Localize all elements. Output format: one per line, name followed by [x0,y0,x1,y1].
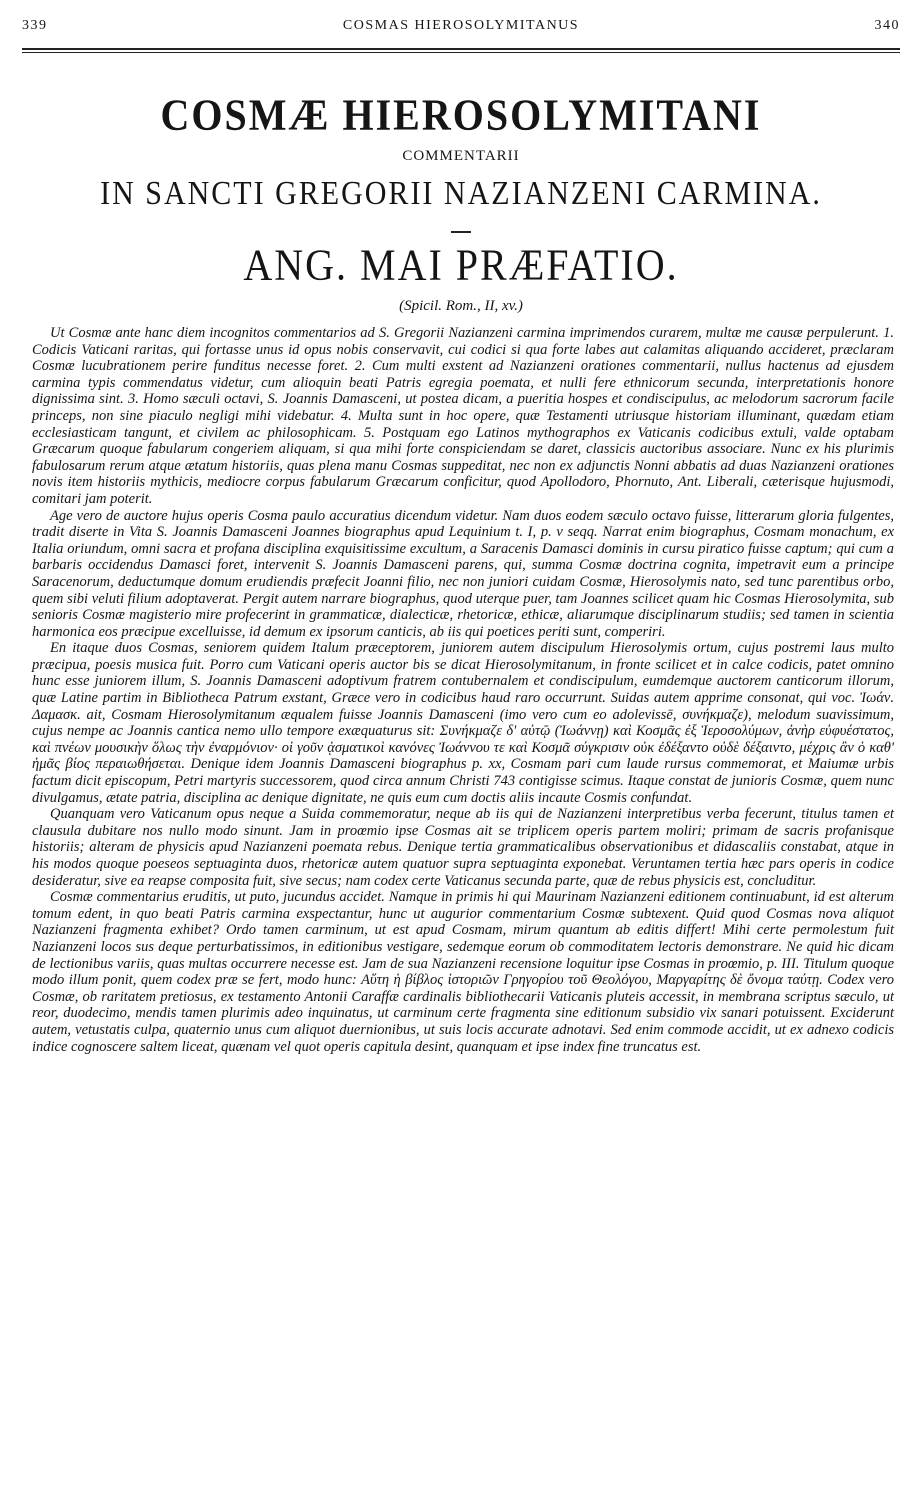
page-number-left: 339 [22,18,48,33]
paragraph: Age vero de auctore hujus operis Cosma paulo accuratius dicendum videtur. Nam duos eodem sæculo octavo fuisse, litterarum gloria fulgentes, tradit diserte in Vita S. Joannis Damasceni Joannes biographus apud Lequinium t. I, p. v seqq. Narrat enim biographus, Cosmam monachum, ex Italia oriundum, omni sacra et profana disciplina exquisitissime excultum, a Saracenis Damasci dominis in cursu piratico fuisse captum; qui cum a barbaris occidendus Damasci foret, intervenit S. Joannis Damasceni parens, qui, summa Cosmæ doctrina cognita, impetravit eum a principe Saracenorum, deductumque domum erudiendis præfecit Joanni filio, nec non juniori cuidam Cosmæ, Hierosolymis nato, sed tunc parentibus orbo, quem sibi veluti filium adoptaverat. Pergit autem narrare biographus, quod uterque puer, tam Joannes scilicet quam hic Cosmas Hierosolymita, sub senioris Cosmæ magisterio mire profecerint in grammaticæ, dialecticæ, rhetoricæ, ethicæ, aliarumque disciplinarum studiis; sed tamen in scientia harmonica eos præcipue excelluisse, id demum ex ipsorum canticis, ab iis qui poetices periti sunt, comperiri. [32,507,894,640]
source-reference: (Spicil. Rom., II, xv.) [399,298,523,314]
page-number-right: 340 [874,18,900,33]
paragraph: Cosmæ commentarius eruditis, ut puto, jucundus accidet. Namque in primis hi qui Maurinam Nazianzeni editionem continuabunt, id est alterum tomum edent, in quo beati Patris carmina exspectantur, hunc ut augurior commentarium Cosmæ subtexent. Quid quod Cosmas nova aliquot Nazianzeni fragmenta exhibet? Ordo tamen carminum, ut est apud Cosmam, mirum quantum ab editis differt! Mihi certe permolestum fuit Nazianzeni locos sus deque perturbatissimos, in editionibus vestigare, sedemque eorum ob commoditatem lectoris demonstrare. Ne quid hic dicam de lectionibus variis, quas multas occurrere necesse est. Jam de sua Nazianzeni recensione loquitur ipse Cosmas in proœmio, p. III. Titulum quoque modo illum ponit, quem codex præ se fert, modo hunc: Αὕτη ἡ βίβλος ἱστοριῶν Γρηγορίου τοῦ Θεολόγου, Μαργαρίτης δὲ ὄνομα ταύτῃ. Codex vero Cosmæ, ob raritatem pretiosus, ex testamento Antonii Caraffæ cardinalis bibliothecarii Vaticanis pluteis accessit, in membrana scriptus sæculo, ut reor, duodecimo, mendis tamen plurimis adeo inquinatus, ut carminum certe fragmenta sine editionum subsidio vix sanari potuissent. Exciderunt autem, vetustatis culpa, quaternio unus cum aliquot duernionibus, ut suis locis accurate adnotavi. Sed enim commode accidit, ut ex adnexo codicis indice cognoscere saltem liceat, quænam vel quot operis capitula desint, quanquam et ipse index fine truncatus est. [32,889,894,1055]
title-divider [451,231,471,233]
section-title: ANG. MAI PRÆFATIO. [243,239,679,290]
body-text [22,325,900,1055]
running-head [22,18,900,38]
paragraph: Quanquam vero Vaticanum opus neque a Suida commemoratur, neque ab iis qui de Nazianzeni interpretibus verba fecerunt, titulus tamen et clausula dubitare nos nullo modo sinunt. Jam in proœmio ipse Cosmas ait se triplicem operis partem moliri; primam de sacris profanisque historiis; alteram de physicis apud Nazianzeni poemata rebus. Denique tertia grammaticalibus observationibus et didascaliis constabat, atque in his modos quoque poeseos septuaginta duos, rhetoricæ autem quatuor supra septuaginta exponebat. Veruntamen tertia hæc pars operis in codice desideratur, sive ea reapse composita fuit, sive secus; nam codex certe Vaticanus secunda parte, quæ de rebus physicis est, concluditur. [32,806,894,889]
work-subtitle: COMMENTARII [402,148,520,164]
work-title-line2: IN SANCTI GREGORII NAZIANZENI CARMINA. [100,174,822,212]
work-title: COSMÆ HIEROSOLYMITANI [160,89,762,140]
running-title: COSMAS HIEROSOLYMITANUS [342,18,580,33]
paragraph: Ut Cosmæ ante hanc diem incognitos commentarios ad S. Gregorii Nazianzeni carmina imprimendos curarem, multæ me causæ perpulerunt. 1. Codicis Vaticani raritas, qui fortasse unus id opus nobis conservavit, cui codici si qua forte labes aut calamitas aliquando accideret, præclaram Cosmæ lucubrationem perire funditus necesse foret. 2. Cum multi exstent ad Nazianzeni orationes commentarii, nullus hactenus ad ejusdem carmina typis commendatus videtur, cum alioquin beati Patris egregia poemata, et nulli fere ethnicorum secunda, interpretationis honore dignissima sint. 3. Homo sæculi octavi, S. Joannis Damasceni, ut postea dicam, a pueritia hospes et condiscipulus, ac melodorum sacrorum facile princeps, non sine piaculo negligi mihi videbatur. 4. Multa sunt in hoc opere, quæ Testamenti utriusque historiam illuminant, quædam etiam ecclesiasticam tangunt, et civilem ac philosophicam. 5. Postquam ego Latinos mythographos ex Vaticanis codicibus extuli, valde optabam Græcarum quoque fabularum congeriem aliquam, si qua mihi forte conspiciendam se daret, classicis auctoribus associare. Nunc ex his plurimis fabulosarum rerum atque ætatum historiis, quas plena manu Cosmas suppeditat, nec non ex adjunctis Nonni abbatis ad duas Nazianzeni orationes novis item historiis mythicis, mediocre corpus fabularum Græcarum conficitur, quod Apollodoro, Phornuto, Ant. Liberali, cæterisque hujusmodi, comitari jam poterit. [32,325,894,507]
paragraph: En itaque duos Cosmas, seniorem quidem Italum præceptorem, juniorem autem discipulum Hierosolymis ortum, cujus postremi laus multo præcipua, poesis musica fuit. Porro cum Vaticani operis auctor bis se dicat Hierosolymitanum, in fronte scilicet et in calce codicis, patet omnino hunc esse juniorem illum, S. Joannis Damasceni adoptivum fratrem contubernalem et condiscipulum, eumdemque auctorem canticorum illorum, quæ Latine partim in Bibliotheca Patrum exstant, Græce vero in codicibus haud raro occurrunt. Suidas autem apprime consonat, qui voc. Ἰωάν. Δαμασκ. ait, Cosmam Hierosolymitanum æqualem fuisse Joannis Damasceni (imo vero cum eo adolevissē, συνήκμαζε), melodum suavissimum, cujus nempe ac Joannis cantica nemo ullo tempore exæquaturus sit: Συνήκμαζε δ' αὐτῷ (Ἰωάννῃ) καὶ Κοσμᾶς ἐξ Ἱεροσολύμων, ἀνὴρ εὐφυέστατος, καὶ πνέων μουσικὴν ὅλως τὴν ἐναρμόνιον· οἱ γοῦν ᾀσματικοὶ κανόνες Ἰωάννου τε καὶ Κοσμᾶ σύγκρισιν οὐκ ἐδέξαντο οὐδὲ δέξαιντο, μέχρις ἂν ὁ καθ' ἡμᾶς βίος περαιωθήσεται. Denique idem Joannis Damasceni biographus p. xx, Cosmam pari cum laude rursus commemorat, et Maiumæ urbis factum dicit episcopum, Petri martyris successorem, quod circa annum Christi 743 contigisse scimus. Itaque constat de junioris Cosmæ, quem nunc divulgamus, ætate patria, disciplina ac denique dignitate, ne quis eum cum doctis aliis incaute Cosmis confundat. [32,640,894,806]
header-rule [22,48,900,53]
